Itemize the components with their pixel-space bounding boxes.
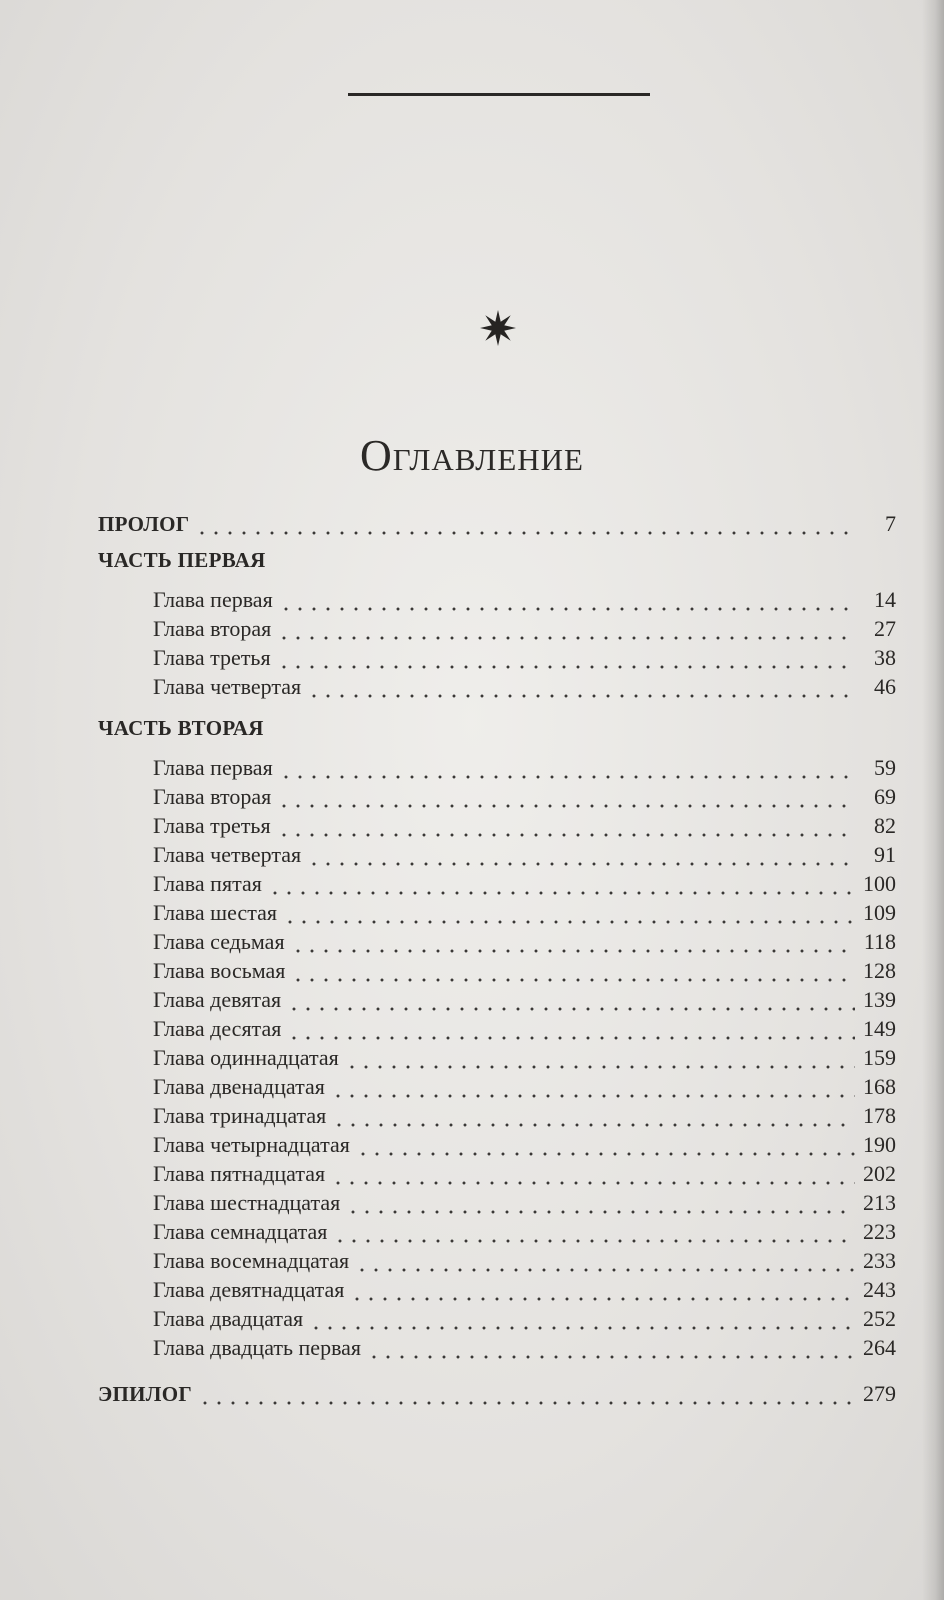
dot-leader (277, 615, 856, 643)
toc-entry-label: Глава третья (153, 813, 271, 838)
toc-entry[interactable] (153, 1189, 896, 1217)
toc-entry-label: Глава двенадцатая (153, 1074, 325, 1099)
dot-leader (287, 1015, 855, 1043)
dot-leader (277, 812, 856, 840)
dot-leader (287, 986, 855, 1014)
toc-entry[interactable] (153, 1334, 896, 1362)
toc-entry-label: Глава четырнадцатая (153, 1132, 350, 1157)
toc-entry-label: Глава третья (153, 645, 271, 670)
toc-entry-label: Глава первая (153, 587, 273, 612)
toc-page-number: 91 (874, 842, 896, 867)
toc-page-number: 38 (874, 645, 896, 670)
part-one-heading: ЧАСТЬ ПЕРВАЯ (98, 548, 266, 572)
toc-page-number: 69 (874, 784, 896, 809)
toc-entry[interactable] (153, 1305, 896, 1333)
toc-page-number: 118 (863, 929, 896, 954)
toc-page-number: 202 (863, 1161, 896, 1186)
toc-entry-label: Глава десятая (153, 1016, 282, 1041)
toc-entry[interactable] (153, 1102, 896, 1130)
toc-entry-label: Глава пятнадцатая (153, 1161, 326, 1186)
dot-leader (277, 644, 856, 672)
toc-entry[interactable] (153, 1247, 896, 1275)
toc-entry-label: Глава двадцатая (153, 1306, 304, 1331)
part-two-heading: ЧАСТЬ ВТОРАЯ (98, 716, 264, 740)
toc-page-number: 14 (874, 587, 896, 612)
toc-page-number: 243 (863, 1277, 896, 1302)
toc-entry-label: ПРОЛОГ (98, 512, 190, 536)
toc-entry[interactable] (153, 899, 896, 927)
toc-entry[interactable] (153, 986, 896, 1014)
dot-leader (283, 899, 855, 927)
dot-leader (198, 1380, 855, 1408)
toc-page-number: 109 (863, 900, 896, 925)
toc-entry-label: Глава тринадцатая (153, 1103, 327, 1128)
toc-page-number: 82 (874, 813, 896, 838)
toc-entry-prologue[interactable] (98, 510, 896, 538)
toc-page-number: 139 (863, 987, 896, 1012)
dot-leader (350, 1276, 855, 1304)
dot-leader (279, 754, 856, 782)
dot-leader (307, 673, 856, 701)
toc-entry-label: Глава девятая (153, 987, 282, 1012)
toc-entry[interactable] (153, 1160, 896, 1188)
toc-entry-label: Глава седьмая (153, 929, 285, 954)
toc-entry[interactable] (153, 870, 896, 898)
toc-entry-label: Глава четвертая (153, 674, 302, 699)
toc-entry[interactable] (153, 783, 896, 811)
dot-leader (345, 1044, 855, 1072)
toc-page-number: 149 (863, 1016, 896, 1041)
toc-entry-label: Глава вторая (153, 616, 272, 641)
page-title: Оглавление (360, 431, 584, 480)
dot-leader (195, 510, 856, 538)
dot-leader (291, 957, 855, 985)
toc-page-number: 27 (874, 616, 896, 641)
toc-entry-label: Глава вторая (153, 784, 272, 809)
dot-leader (331, 1073, 855, 1101)
toc-entry[interactable] (153, 673, 896, 701)
dot-leader (333, 1218, 855, 1246)
dot-leader (356, 1131, 855, 1159)
toc-entry[interactable] (153, 1276, 896, 1304)
dot-leader (331, 1160, 855, 1188)
toc-page-number: 7 (885, 511, 896, 536)
toc-entry[interactable] (153, 1073, 896, 1101)
toc-page-number: 178 (863, 1103, 896, 1128)
toc-page-number: 279 (863, 1381, 896, 1406)
toc-entry-label: Глава пятая (153, 871, 262, 896)
dot-leader (346, 1189, 855, 1217)
toc-entry-label: Глава шестнадцатая (153, 1190, 341, 1215)
toc-entry-label: Глава одиннадцатая (153, 1045, 339, 1070)
dot-leader (291, 928, 856, 956)
toc-entry-label: ЭПИЛОГ (98, 1382, 193, 1406)
toc-page-number: 233 (863, 1248, 896, 1273)
dot-leader (268, 870, 855, 898)
toc-entry[interactable] (153, 1015, 896, 1043)
toc-entry[interactable] (153, 615, 896, 643)
toc-entry[interactable] (153, 644, 896, 672)
dot-leader (277, 783, 856, 811)
toc-entry-label: Глава восьмая (153, 958, 286, 983)
toc-entry[interactable] (153, 1218, 896, 1246)
toc-entry-label: Глава шестая (153, 900, 277, 925)
dot-leader (332, 1102, 855, 1130)
toc-entry-label: Глава семнадцатая (153, 1219, 328, 1244)
toc-entry-epilogue[interactable] (98, 1380, 896, 1408)
toc-page-number: 159 (863, 1045, 896, 1070)
page-edge-shadow (922, 0, 944, 1600)
dot-leader (355, 1247, 855, 1275)
toc-page-number: 213 (863, 1190, 896, 1215)
dot-leader (307, 841, 856, 869)
toc-entry-label: Глава первая (153, 755, 273, 780)
toc-page-number: 59 (874, 755, 896, 780)
toc-entry-label: Глава девятнадцатая (153, 1277, 345, 1302)
toc-page-number: 168 (863, 1074, 896, 1099)
toc-page-number: 190 (863, 1132, 896, 1157)
asterisk-star-icon (478, 308, 518, 348)
toc-entry-label: Глава четвертая (153, 842, 302, 867)
toc-page-number: 46 (874, 674, 896, 699)
toc-entry[interactable] (153, 928, 896, 956)
header-rule (348, 93, 650, 96)
toc-page-number: 128 (863, 958, 896, 983)
toc-entry[interactable] (153, 586, 896, 614)
toc-entry[interactable] (153, 1131, 896, 1159)
dot-leader (279, 586, 856, 614)
toc-entry[interactable] (153, 812, 896, 840)
toc-entry[interactable] (153, 841, 896, 869)
toc-entry[interactable] (153, 1044, 896, 1072)
toc-page-number: 100 (863, 871, 896, 896)
toc-page-number: 223 (863, 1219, 896, 1244)
toc-entry[interactable] (153, 754, 896, 782)
toc-page-number: 252 (863, 1306, 896, 1331)
toc-entry[interactable] (153, 957, 896, 985)
dot-leader (309, 1305, 855, 1333)
toc-page-number: 264 (863, 1335, 896, 1360)
toc-entry-label: Глава восемнадцатая (153, 1248, 350, 1273)
toc-entry-label: Глава двадцать первая (153, 1335, 362, 1360)
dot-leader (367, 1334, 855, 1362)
